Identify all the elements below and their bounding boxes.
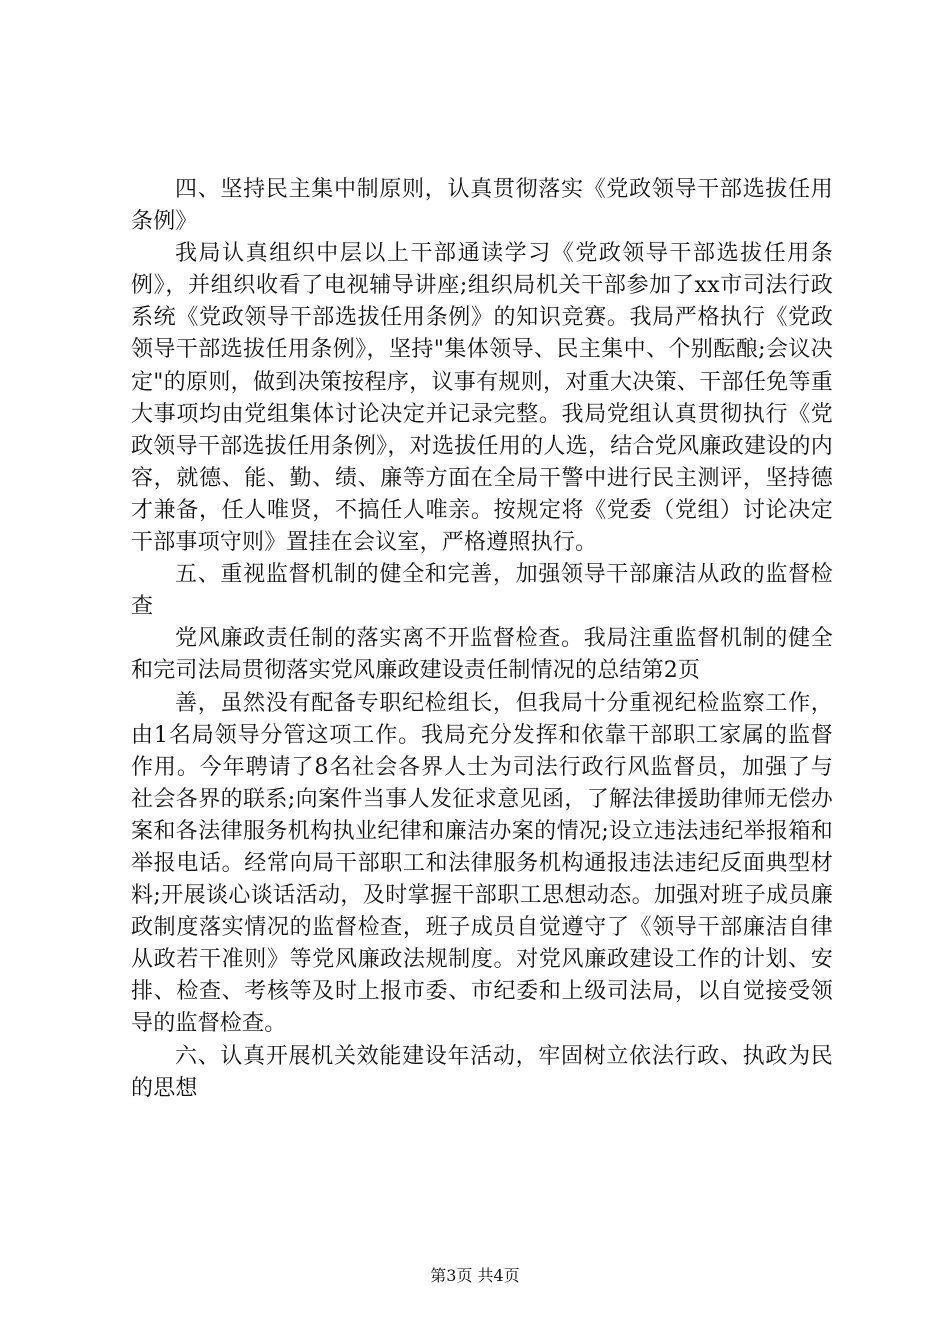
document-body — [131, 174, 833, 1105]
section-heading-6: 六、认真开展机关效能建设年活动，牢固树立依法行政、执政为民的思想 — [131, 1043, 833, 1101]
section-heading-5: 五、重视监督机制的健全和完善，加强领导干部廉洁从政的监督检查 — [131, 562, 833, 620]
body-paragraph: 党风廉政责任制的落实离不开监督检查。我局注重监督机制的健全和完司法局贯彻落实党风廉政建设责任制情况的总结第2页 — [131, 626, 833, 684]
section-heading-4: 四、坚持民主集中制原则，认真贯彻落实《党政领导干部选拔任用条例》 — [131, 177, 833, 235]
body-paragraph: 善，虽然没有配备专职纪检组长，但我局十分重视纪检监察工作，由1名局领导分管这项工作。我局充分发挥和依靠干部职工家属的监督作用。今年聘请了8名社会各界人士为司法行政行风监督员，加强了与社会各界的联系;向案件当事人发征求意见函，了解法律援助律师无偿办案和各法律服务机构执业纪律和廉洁办案的情况;设立违法违纪举报箱和举报电话。经常向局干部职工和法律服务机构通报违法违纪反面典型材料;开展谈心谈话活动，及时掌握干部职工思想动态。加强对班子成员廉政制度落实情况的监督检查，班子成员自觉遵守了《领导干部廉洁自律从政若干准则》等党风廉政法规制度。对党风廉政建设工作的计划、安排、检查、考核等及时上报市委、市纪委和上级司法局，以自觉接受领导的监督检查。 — [131, 690, 833, 1037]
body-paragraph: 我局认真组织中层以上干部通读学习《党政领导干部选拔任用条例》，并组织收看了电视辅导讲座;组织局机关干部参加了xx市司法行政系统《党政领导干部选拔任用条例》的知识竞赛。我局严格执行《党政领导干部选拔任用条例》，坚持"集体领导、民主集中、个别酝酿;会议决定"的原则，做到决策按程序，议事有规则，对重大决策、干部任免等重大事项均由党组集体讨论决定并记录完整。我局党组认真贯彻执行《党政领导干部选拔任用条例》，对选拔任用的人选，结合党风廉政建设的内容，就德、能、勤、绩、廉等方面在全局干警中进行民主测评，坚持德才兼备，任人唯贤，不搞任人唯亲。按规定将《党委（党组）讨论决定干部事项守则》置挂在会议室，严格遵照执行。 — [131, 241, 833, 556]
page-number-footer: 第3页 共4页 — [430, 1266, 520, 1285]
